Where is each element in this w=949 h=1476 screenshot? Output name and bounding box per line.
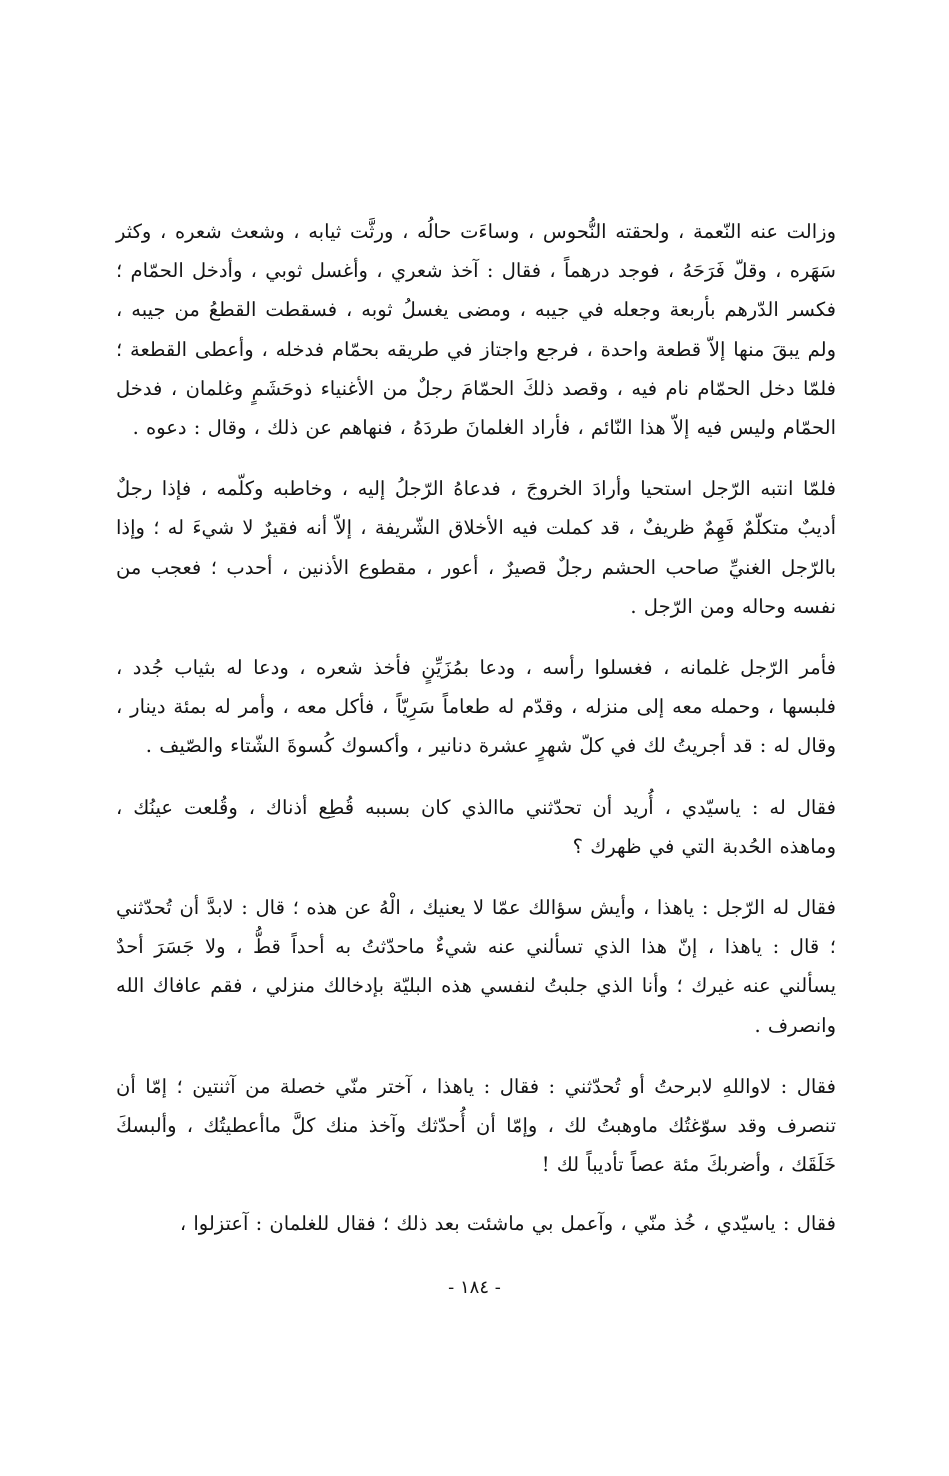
main-text xyxy=(116,212,836,1266)
paragraph-4: فقال له : ياسيّدي ، أُريد أن تحدّثني ماالذي كان بسببه قُطِع أذناك ، وقُلعت عينُك ، وماهذه الحُدبة التي في ظهرك ؟ xyxy=(116,795,836,858)
paragraph-2: فلمّا انتبه الرّجل استحيا وأرادَ الخروجَ ، فدعاهُ الرّجلُ إليه ، وخاطبه وكلّمه ، فإذا رجلٌ أديبٌ متكلّمٌ فَهِمٌ ظريفٌ ، قد كملت فيه الأخلاق الشّريفة ، إلاّ أنه فقيرٌ لا شيءَ له ؛ وإذا بالرّجل الغنيِّ صاحب الحشم رجلٌ قصيرٌ ، أعور ، مقطوع الأذنين ، أحدب ؛ فعجب من نفسه وحاله ومن الرّجل . xyxy=(116,477,836,618)
paragraph-1: وزالت عنه النّعمة ، ولحقته النُّحوس ، وساءَت حالُه ، ورثَّت ثيابه ، وشعث شعره ، وكثر سَهَره ، وقلّ فَرَحَهُ ، فوجد درهماً ، فقال : آخذ شعري ، وأغسل ثوبي ، وأدخل الحمّام ؛ فكسر الدّرهم بأربعة وجعله في جيبه ، ومضى يغسلُ ثوبه ، فسقطت القطعُ من جيبه ، ولم يبقَ منها إلاّ قطعة واحدة ، فرجع واجتاز في طريقه بحمّام فدخله ، وأعطى القطعة ؛ فلمّا دخل الحمّام نام فيه ، وقصد ذلكَ الحمّامَ رجلٌ من الأغنياء ذوحَشَمٍ وغلمان ، فدخل الحمّام وليس فيه إلاّ هذا النّائم ، فأراد الغلمانَ طردَهُ ، فنهاهم عن ذلك ، وقال : دعوه . xyxy=(116,220,836,440)
paragraph-7: فقال : ياسيّدي ، خُذ منّي ، وآعمل بي ماشئت بعد ذلك ؛ فقال للغلمان : آعتزلوا ، xyxy=(179,1212,836,1236)
paragraph-5: فقال له الرّجل : ياهذا ، وأيش سؤالك عمّا لا يعنيك ، الْهُ عن هذه ؛ قال : لابدَّ أن تُحدّثني ؛ قال : ياهذا ، إنّ هذا الذي تسألني عنه شيءٌ ماحدّثتُ به أحداً قطُّ ، ولا جَسَرَ أحدٌ يسألني عنه غيرك ؛ وأنا الذي جلبتُ لنفسي هذه البليّة بإدخالك منزلي ، فقم عافاك الله وانصرف . xyxy=(116,896,836,1037)
paragraph-6: فقال : لاواللهِ لابرحتُ أو تُحدّثني : فقال : ياهذا ، آختر منّي خصلة من آثنتين ؛ إمّا أن تنصرف وقد سوّغتُك ماوهبتُ لك ، وإمّا أن أُحدّثك وآخذ منك كلَّ ماأعطيتُك ، وألبسكَ خَلَقَك ، وأضربكَ مئة عصاً تأديباً لك ! xyxy=(116,1074,836,1177)
page-number: - ١٨٤ - xyxy=(448,1277,501,1298)
paragraph-3: فأمر الرّجل غلمانه ، فغسلوا رأسه ، ودعا بمُزَيِّنٍ فأخذ شعره ، ودعا له بثياب جُدد ، فلبسها ، وحمله معه إلى منزله ، وقدّم له طعاماً سَرِيّاً ، فأكل معه ، وأمر له بمئة دينار ، وقال له : قد أجريتُ لك في كلّ شهرٍ عشرة دنانير ، وأكسوك كُسوةَ الشّتاء والصّيف . xyxy=(116,656,836,758)
